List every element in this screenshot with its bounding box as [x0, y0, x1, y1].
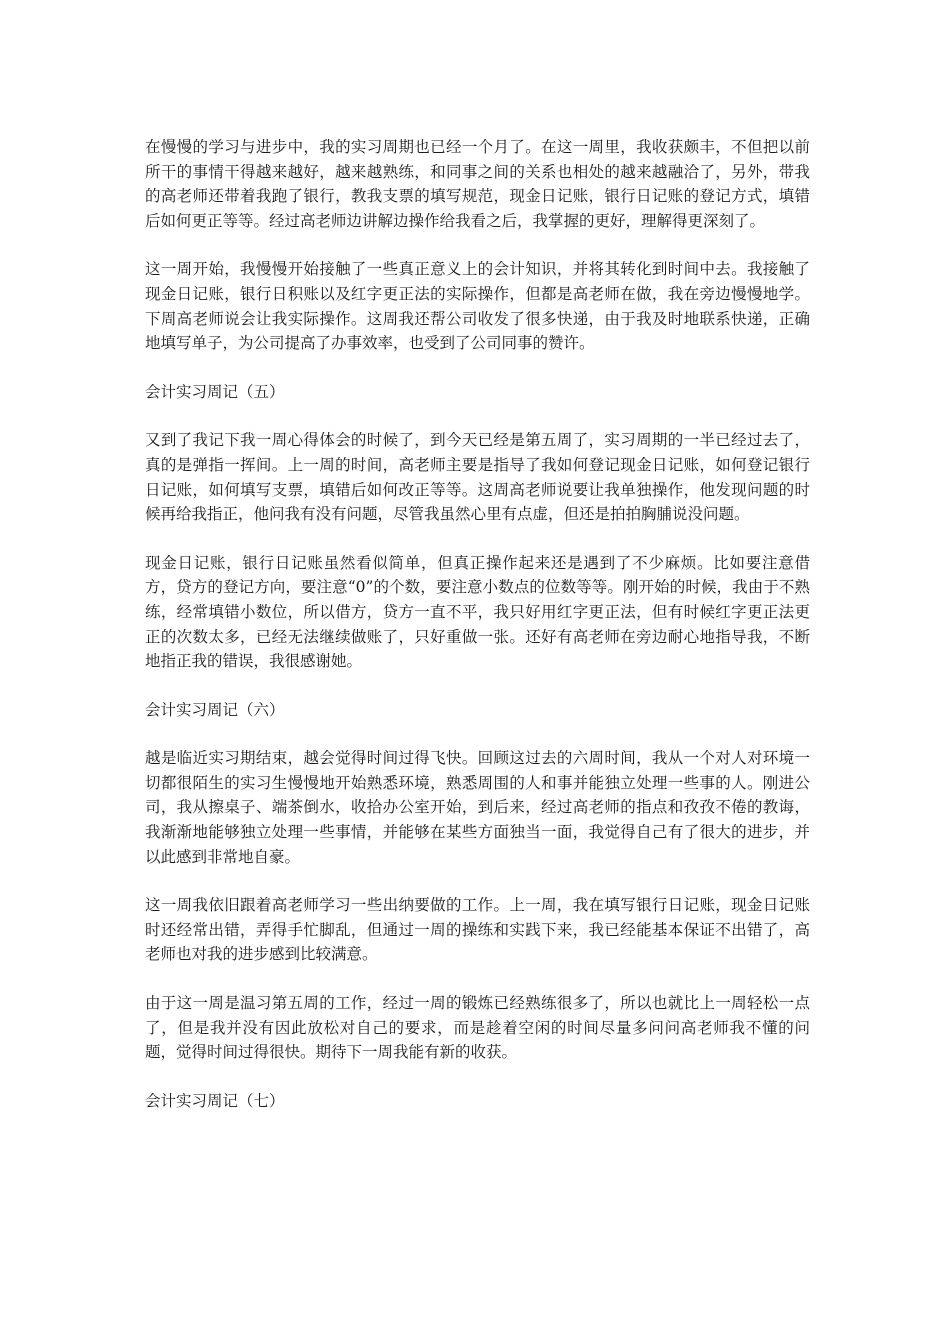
paragraph: 这一周我依旧跟着高老师学习一些出纳要做的工作。上一周，我在填写银行日记账，现金日记账时还经常出错，弄得手忙脚乱，但通过一周的操练和实践下来，我已经能基本保证不出错了，高老师也对我的进步感到比较满意。: [145, 896, 810, 964]
paragraph: 现金日记账，银行日记账虽然看似简单，但真正操作起来还是遇到了不少麻烦。比如要注意借方，贷方的登记方向，要注意“0”的个数，要注意小数点的位数等等。刚开始的时候，我由于不熟练，经常填错小数位，所以借方，贷方一直不平，我只好用红字更正法，但有时候红字更正法更正的次数太多，已经无法继续做账了，只好重做一张。还好有高老师在旁边耐心地指导我，不断地指正我的错误，我很感谢她。: [145, 553, 810, 671]
document-body: [145, 135, 810, 1137]
section-heading: 会计实习周记（五）: [145, 382, 285, 401]
section-heading: 会计实习周记（六）: [145, 700, 285, 719]
paragraph: 由于这一周是温习第五周的工作，经过一周的锻炼已经熟练很多了，所以也就比上一周轻松一点了，但是我并没有因此放松对自己的要求，而是趁着空闲的时间尽量多问问高老师我不懂的问题，觉得时间过得很快。期待下一周我能有新的收获。: [145, 994, 810, 1062]
section-heading: 会计实习周记（七）: [145, 1091, 285, 1110]
paragraph: 又到了我记下我一周心得体会的时候了，到今天已经是第五周了，实习周期的一半已经过去了，真的是弹指一挥间。上一周的时间，高老师主要是指导了我如何登记现金日记账，如何登记银行日记账，如何填写支票，填错后如何改正等等。这周高老师说要让我单独操作，他发现问题的时候再给我指正，他问我有没有问题，尽管我虽然心里有点虚，但还是拍拍胸脯说没问题。: [145, 431, 810, 524]
paragraph: 在慢慢的学习与进步中，我的实习周期也已经一个月了。在这一周里，我收获颇丰，不但把以前所干的事情干得越来越好，越来越熟练，和同事之间的关系也相处的越来越融洽了，另外，带我的高老师还带着我跑了银行，教我支票的填写规范，现金日记账，银行日记账的登记方式，填错后如何更正等等。经过高老师边讲解边操作给我看之后，我掌握的更好，理解得更深刻了。: [145, 138, 810, 230]
paragraph: 这一周开始，我慢慢开始接触了一些真正意义上的会计知识，并将其转化到时间中去。我接触了现金日记账，银行日积账以及红字更正法的实际操作，但都是高老师在做，我在旁边慢慢地学。下周高老师说会让我实际操作。这周我还帮公司收发了很多快递，由于我及时地联系快递，正确地填写单子，为公司提高了办事效率，也受到了公司同事的赞许。: [145, 260, 810, 353]
paragraph: 越是临近实习期结束，越会觉得时间过得飞快。回顾这过去的六周时间，我从一个对人对环境一切都很陌生的实习生慢慢地开始熟悉环境，熟悉周围的人和事并能独立处理一些事的人。刚进公司，我从擦桌子、端茶倒水，收拾办公室开始，到后来，经过高老师的指点和孜孜不倦的教诲，我渐渐地能够独立处理一些事情，并能够在某些方面独当一面，我觉得自己有了很大的进步，并以此感到非常地自豪。: [145, 749, 810, 866]
